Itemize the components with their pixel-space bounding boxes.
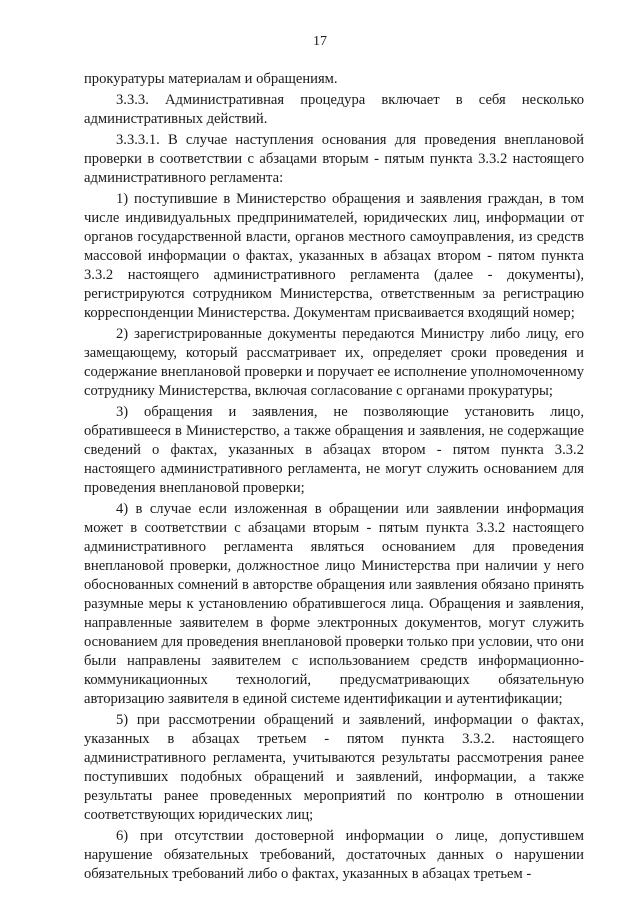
paragraph-item-4: 4) в случае если изложенная в обращении или заявлении информация может в соответствии с абзацами вторым - пятым пункта 3.3.2 настоящего административного регламента являться основанием для проведения внеплановой проверки, должностное лицо Министерства при наличии у него обоснованных сомнений в авторстве обращения или заявления обязано принять разумные меры к установлению обратившегося лица. Обращения и заявления, направленные заявителем в форме электронных документов, могут служить основанием для проведения внеплановой проверки только при условии, что они были направлены заявителем с использованием средств информационно-коммуникационных технологий, предусматривающих обязательную авторизацию заявителя в единой системе идентификации и аутентификации;: [84, 501, 584, 707]
paragraph-item-3: 3) обращения и заявления, не позволяющие установить лицо, обратившееся в Министерство, а также обращения и заявления, не содержащие сведений о фактах, указанных в абзацах втором - пятом пункта 3.3.2 настоящего административного регламента, не могут служить основанием для проведения внеплановой проверки;: [84, 404, 584, 496]
paragraph-item-5: 5) при рассмотрении обращений и заявлений, информации о фактах, указанных в абзацах третьем - пятом пункта 3.3.2. настоящего административного регламента, учитываются результаты рассмотрения ранее поступивших подобных обращений и заявлений, информации, а также результаты ранее проведенных мероприятий по контролю в отношении соответствующих юридических лиц;: [84, 712, 584, 823]
page-number: 17: [313, 34, 327, 49]
paragraph-continuation: прокуратуры материалам и обращениям.: [84, 71, 338, 87]
document-body: [84, 70, 584, 886]
paragraph-item-2: 2) зарегистрированные документы передаются Министру либо лицу, его замещающему, который рассматривает их, определяет сроки проведения и содержание внеплановой проверки и поручает ее исполнение уполномоченному сотруднику Министерства, включая согласование с органами прокуратуры;: [84, 326, 584, 399]
paragraph-3-3-3-1: 3.3.3.1. В случае наступления основания для проведения внеплановой проверки в соответствии с абзацами вторым - пятым пункта 3.3.2 настоящего административного регламента:: [84, 132, 584, 186]
paragraph-item-6: 6) при отсутствии достоверной информации о лице, допустившем нарушение обязательных требований, достаточных данных о нарушении обязательных требований либо о фактах, указанных в абзацах третьем -: [84, 828, 584, 882]
paragraph-3-3-3: 3.3.3. Административная процедура включает в себя несколько административных действий.: [84, 92, 584, 127]
paragraph-item-1: 1) поступившие в Министерство обращения и заявления граждан, в том числе индивидуальных предпринимателей, юридических лиц, информации от органов государственной власти, органов местного самоуправления, из средств массовой информации о фактах, указанных в абзацах втором - пятом пункта 3.3.2 настоящего административного регламента (далее - документы), регистрируются сотрудником Министерства, ответственным за регистрацию корреспонденции Министерства. Документам присваивается входящий номер;: [84, 191, 584, 321]
